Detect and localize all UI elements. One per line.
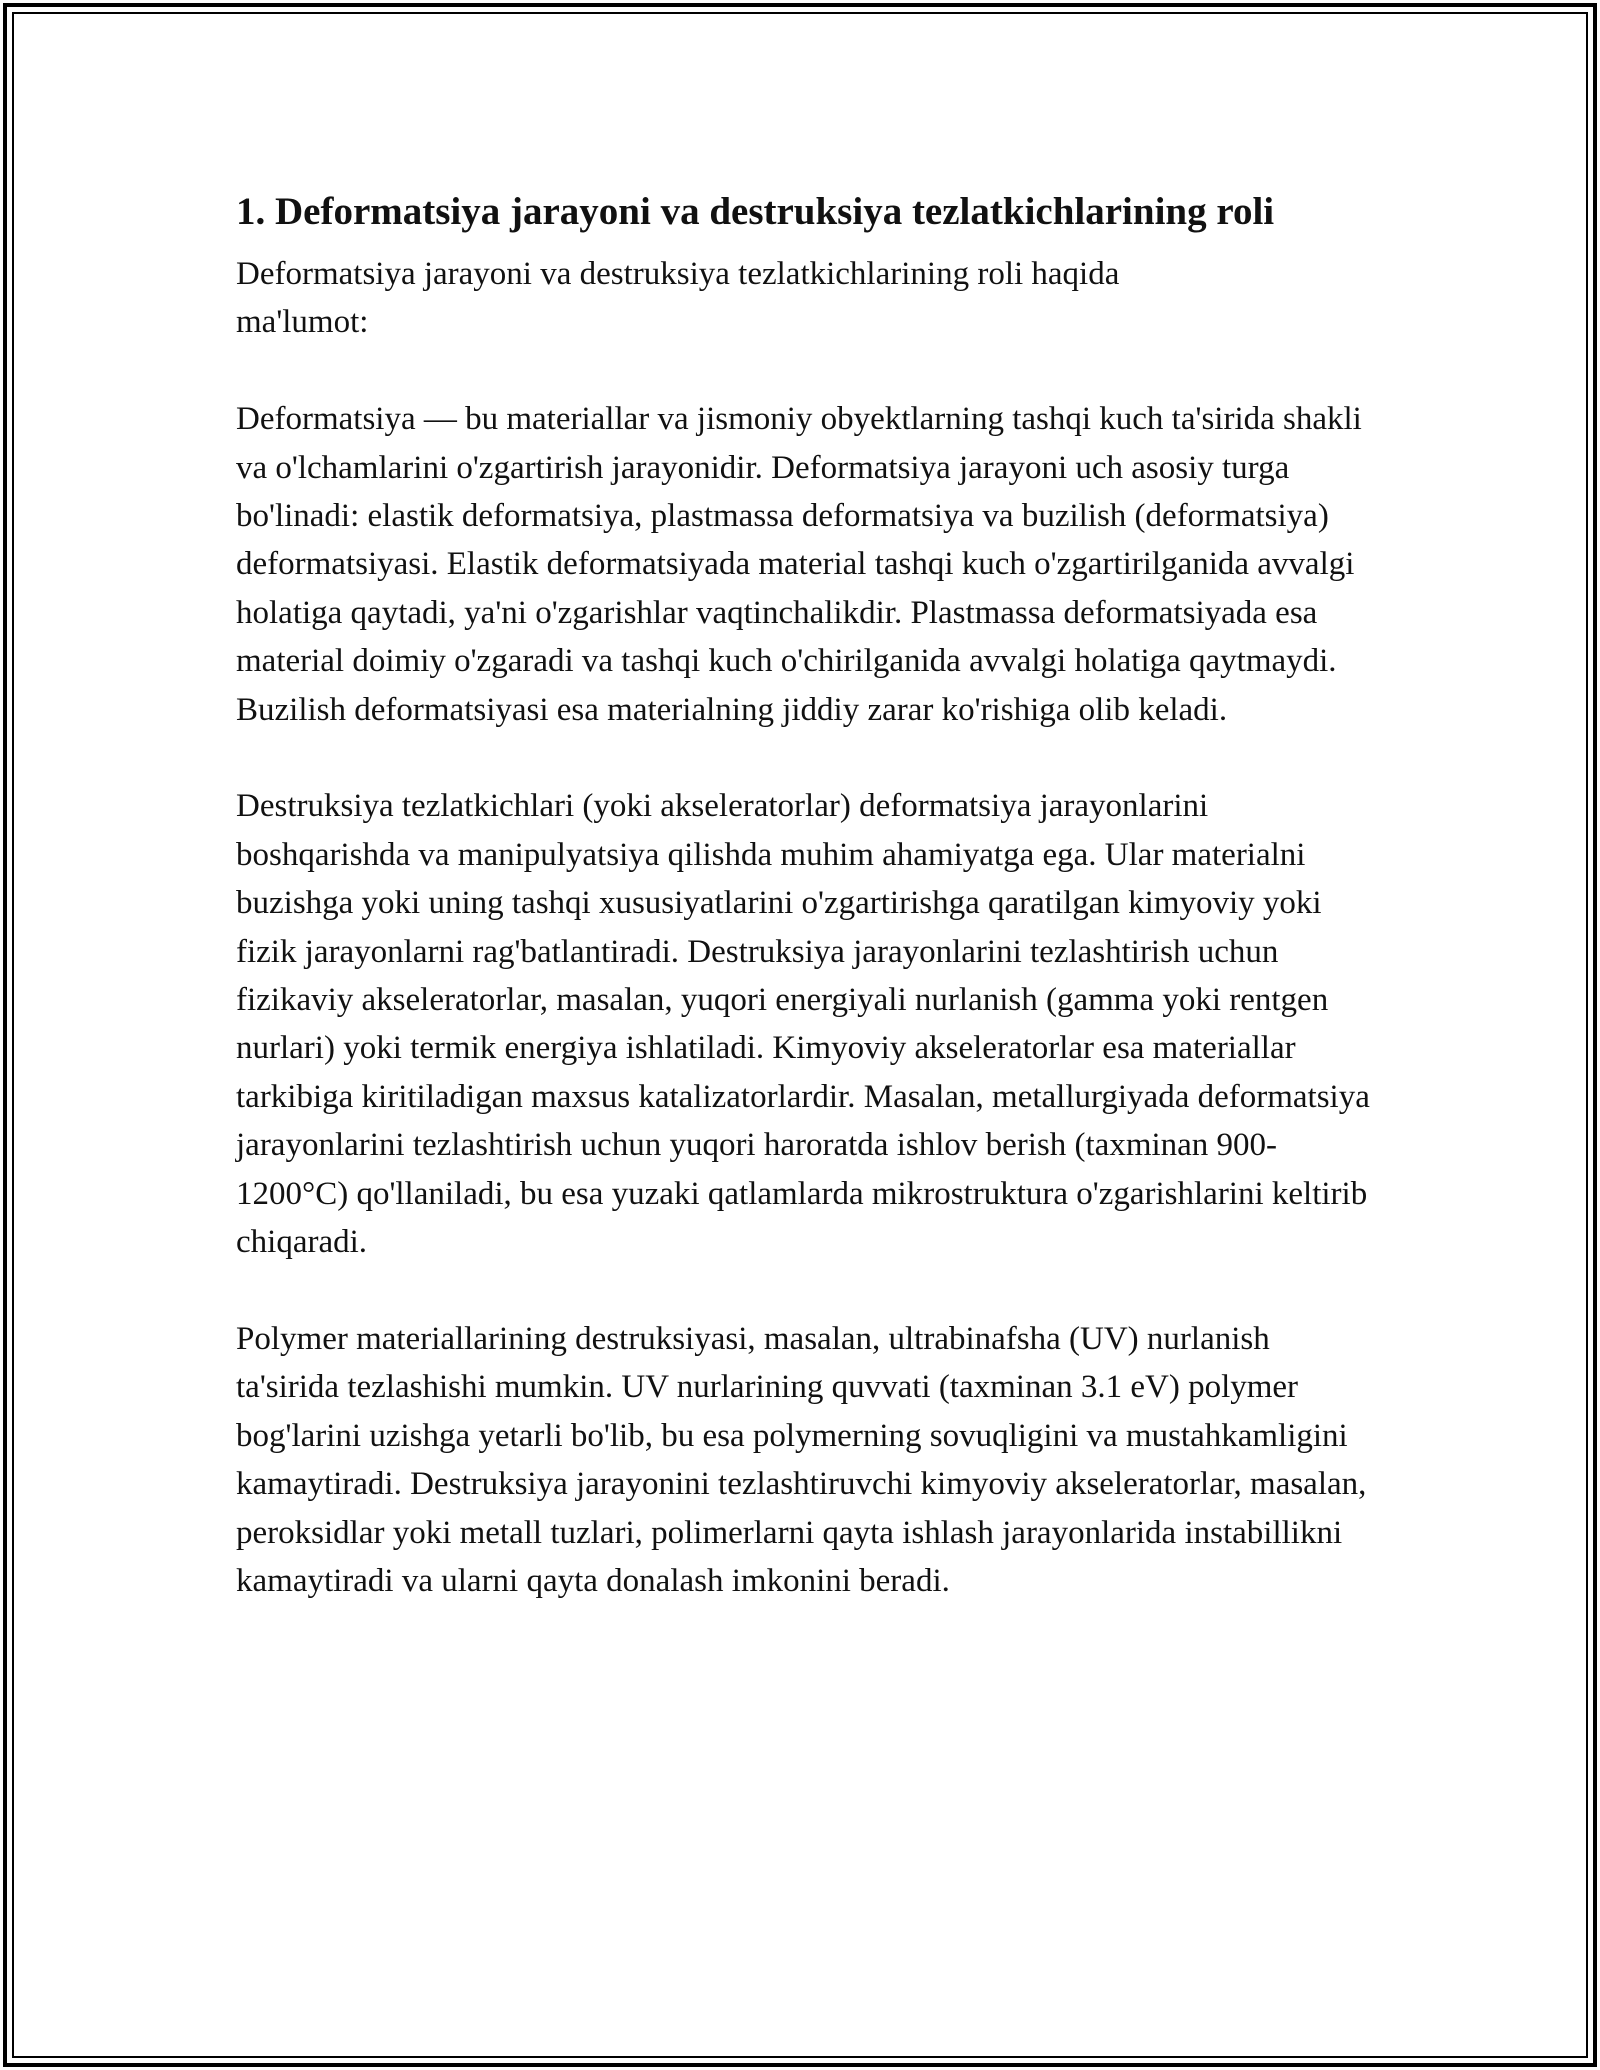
section-heading: 1. Deformatsiya jarayoni va destruksiya tezlatkichlarining roli	[236, 190, 1275, 233]
paragraph-deformation: Deformatsiya — bu materiallar va jismoniy obyektlarning tashqi kuch ta'sirida shakli va o'lchamlarini o'zgartirish jarayonidir. Deformatsiya jarayoni uch asosiy turga bo'linadi: elastik deformatsiya, plastmassa deformatsiya va buzilish (deformatsiya) deformatsiyasi. Elastik deformatsiyada material tashqi kuch o'zgartirilganida avvalgi holatiga qaytadi, ya'ni o'zgarishlar vaqtinchalikdir. Plastmassa deformatsiyada esa material doimiy o'zgaradi va tashqi kuch o'chirilganida avvalgi holatiga qaytmaydi. Buzilish deformatsiyasi esa materialning jiddiy zarar ko'rishiga olib keladi.	[236, 401, 1362, 728]
paragraph-accelerators: Destruksiya tezlatkichlari (yoki akseleratorlar) deformatsiya jarayonlarini boshqarishda va manipulyatsiya qilishda muhim ahamiyatga ega. Ular materialni buzishga yoki uning tashqi xususiyatlarini o'zgartirishga qaratilgan kimyoviy yoki fizik jarayonlarni rag'batlantiradi. Destruksiya jarayonlarini tezlashtirish uchun fizikaviy akseleratorlar, masalan, yuqori energiyali nurlanish (gamma yoki rentgen nurlari) yoki termik energiya ishlatiladi. Kimyoviy akseleratorlar esa materiallar tarkibiga kiritiladigan maxsus katalizatorlardir. Masalan, metallurgiyada deformatsiya jarayonlarini tezlashtirish uchun yuqori haroratda ishlov berish (taxminan 900-1200°C) qo'llaniladi, bu esa yuzaki qatlamlarda mikrostruktura o'zgarishlarini keltirib chiqaradi.	[236, 788, 1370, 1261]
paragraph-polymer: Polymer materiallarining destruksiyasi, masalan, ultrabinafsha (UV) nurlanish ta'sirida tezlashishi mumkin. UV nurlarining quvvati (taxminan 3.1 eV) polymer bog'larini uzishga yetarli bo'lib, bu esa polymerning sovuqligini va mustahkamligini kamaytiradi. Destruksiya jarayonini tezlashtiruvchi kimyoviy akseleratorlar, masalan, peroksidlar yoki metall tuzlari, polimerlarni qayta ishlash jarayonlarida instabillikni kamaytiradi va ularni qayta donalash imkonini beradi.	[236, 1320, 1367, 1599]
paragraph-intro: Deformatsiya jarayoni va destruksiya tezlatkichlarining roli haqida ma'lumot:	[236, 256, 1120, 341]
document-content	[236, 186, 1376, 1654]
